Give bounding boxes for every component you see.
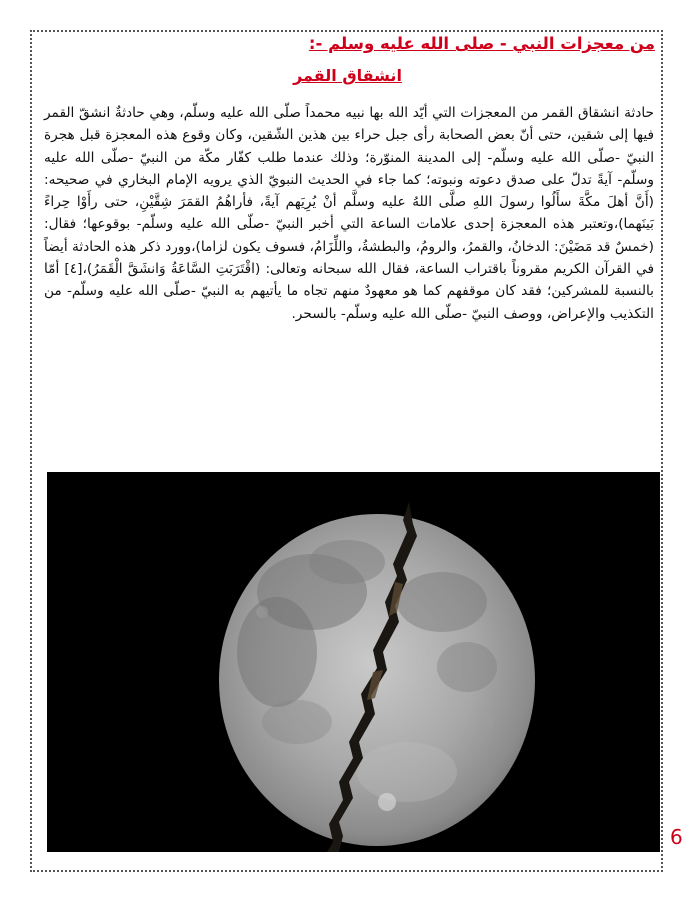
cracked-moon-illustration: [47, 472, 660, 852]
body-paragraph: حادثة انشقاق القمر من المعجزات التي أيّد الله بها نبيه محمداً صلّى الله عليه وسلّم، وهي حادثةٌ انشقّ القمر فيها إلى شقين، حتى أنّ بعض الصحابة رأى جبل حراء بين هذين الشّقين، وكان وقوع هذه المعجزة قبل هجرة النبيّ -صلّى الله عليه وسلّم- إلى المدينة المنوّرة؛ وذلك عندما طلب كفّار مكّة من النبيّ -صلّى الله عليه وسلّم- آيةً تدلّ على صدق دعوته ونبوته؛ كما جاء في الحديث النبويّ الذي يرويه الإمام البخاري في صحيحه: (أَنَّ أهلَ مكَّةَ سأَلُوا رسولَ اللهِ صلَّى اللهُ عليه وسلَّم أنْ يُرِيَهم آيةً، فأراهُمُ القمَرَ شِقَّيْنِ، حتى رأَوْا حِراءً بَينَهما)،وتعتبر هذه المعجزة إحدى علامات الساعة التي أخبر النبيّ -صلّى الله عليه وسلّم- بوقوعها؛ فقال: (خمسٌ قد مَضَيْنَ: الدخانُ، والقمرُ، والرومُ، والبطشةُ، واللِّزَامُ، فسوف يكون لزاما)،وورد ذكر هذه الحادثة أيضاً في القرآن الكريم مقروناً باقتراب الساعة، فقال الله سبحانه وتعالى: (اقْتَرَبَتِ السَّاعَةُ وَانشَقَّ الْقَمَرُ)،[٤] أمّا بالنسبة للمشركين؛ فقد كان موقفهم كما هو معهودٌ منهم تجاه ما يأتيهم به النبيّ -صلّى الله عليه وسلّم- من التكذيب والإعراض، ووصف النبيّ -صلّى الله عليه وسلّم- بالسحر.: [44, 105, 654, 322]
page-title: من معجزات النبي - صلى الله عليه وسلم -:: [308, 34, 655, 53]
moon-photo: [47, 472, 660, 852]
page-number: 6: [670, 825, 683, 849]
section-heading: انشقاق القمر: [293, 66, 402, 85]
